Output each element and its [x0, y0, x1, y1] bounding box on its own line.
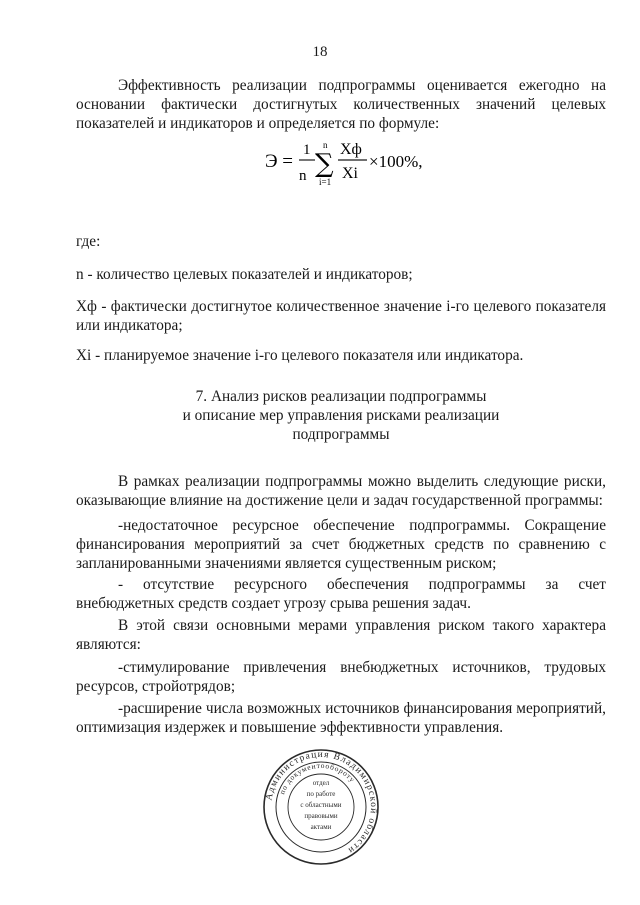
- definition-xf: Хф - фактически достигнутое количественное значение i-го целевого показателя или индикатора;: [76, 298, 606, 334]
- where-label: где:: [76, 233, 101, 250]
- heading-line-3: подпрограммы: [292, 426, 390, 443]
- formula-tail: ×100%,: [369, 152, 423, 171]
- official-stamp: [262, 748, 380, 866]
- measure-stimulation-paragraph: -стимулирование привлечения внебюджетных источников, трудовых ресурсов, стройотрядов;: [76, 659, 606, 695]
- formula-lhs: Э =: [265, 151, 294, 172]
- risk-extrabudget-paragraph: - отсутствие ресурсного обеспечения подпрограммы за счет внебюджетных средств создает угрозу срыва решения задач.: [76, 576, 606, 612]
- stamp-line-4: правовыми: [304, 812, 338, 820]
- stamp-line-1: отдел: [312, 779, 330, 787]
- risk-underfunding-paragraph: -недостаточное ресурсное обеспечение подпрограммы. Сокращение финансирования мероприятий за счет бюджетных средств по сравнению с запланированными значениями является существенным риском;: [76, 517, 606, 572]
- stamp-line-2: по работе: [306, 790, 336, 798]
- formula-sum-upper: n: [323, 140, 328, 150]
- measure-expansion-paragraph: -расширение числа возможных источников финансирования мероприятий, оптимизация издержек и повышение эффективности управления.: [76, 700, 606, 736]
- section-heading: [76, 387, 606, 444]
- formula-denominator: Xi: [342, 165, 358, 182]
- formula-one: 1: [303, 142, 311, 158]
- page-number: 18: [312, 44, 328, 60]
- efficiency-formula: [265, 140, 465, 190]
- formula-n: n: [299, 168, 307, 184]
- heading-line-2: и описание мер управления рисками реализации: [182, 407, 500, 424]
- stamp-line-3: с областными: [300, 801, 342, 809]
- heading-line-1: 7. Анализ рисков реализации подпрограммы: [195, 388, 487, 405]
- definition-xi: Xi - планируемое значение i-го целевого показателя или индикатора.: [76, 347, 524, 364]
- formula-numerator: Хф: [340, 141, 362, 158]
- stamp-middle-text: по документообороту: [277, 760, 358, 796]
- sigma-icon: ∑: [315, 149, 334, 179]
- definition-n: n - количество целевых показателей и индикаторов;: [76, 266, 413, 283]
- stamp-outer-text: Администрация Владимирской области: [264, 749, 379, 856]
- risks-intro-paragraph: В рамках реализации подпрограммы можно выделить следующие риски, оказывающие влияние на достижение цели и задач государственной программы:: [76, 473, 606, 509]
- measures-intro-paragraph: В этой связи основными мерами управления риском такого характера являются:: [76, 617, 606, 653]
- intro-paragraph: Эффективность реализации подпрограммы оценивается ежегодно на основании фактически достигнутых количественных значений целевых показателей и индикаторов и определяется по формуле:: [76, 77, 606, 132]
- stamp-line-5: актами: [310, 823, 332, 831]
- formula-sum-lower: i=1: [319, 177, 332, 187]
